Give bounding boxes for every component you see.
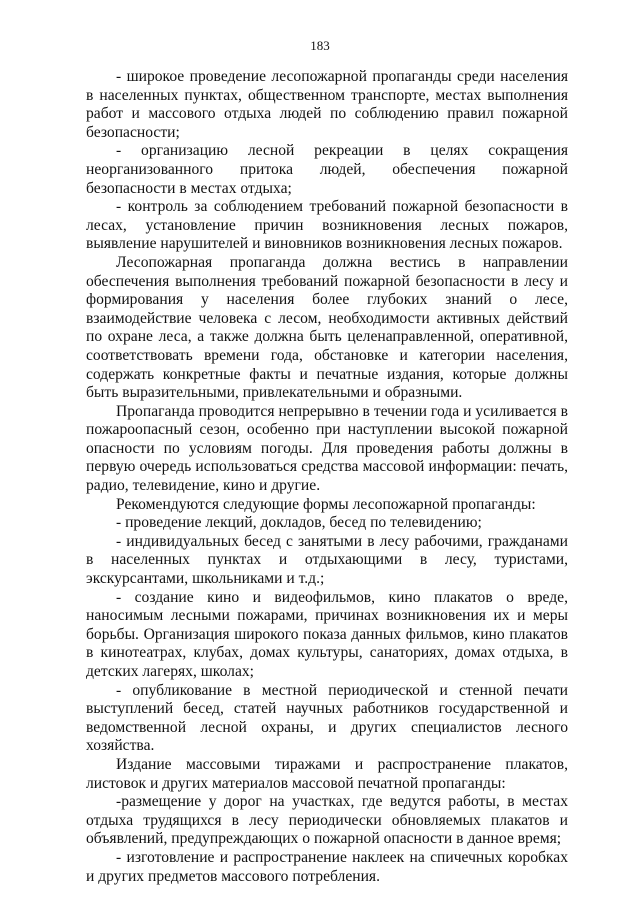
paragraph: - создание кино и видеофильмов, кино плакатов о вреде, наносимым лесными пожарами, причинах возникновения их и меры борьбы. Организация широкого показа данных фильмов, кино плакатов в кинотеатрах, клубах, домах культуры, санаториях, домах отдыха, в детских лагерях, школах; <box>86 588 568 680</box>
paragraph: -размещение у дорог на участках, где ведутся работы, в местах отдыха трудящихся в лесу периодически обновляемых плакатов и объявлений, предупреждающих о пожарной опасности в данное время; <box>86 793 568 848</box>
paragraph: Лесопожарная пропаганда должна вестись в направлении обеспечения выполнения требований пожарной безопасности в лесу и формирования у населения более глубоких знаний о лесе, взаимодействие человека с лесом, необходимости активных действий по охране леса, а также должна быть целенаправленной, оперативной, соответствовать времени года, обстановке и категории населения, содержать конкретные факты и печатные издания, которые должны быть выразительными, привлекательными и образными. <box>86 253 568 402</box>
paragraph: - организацию лесной рекреации в целях сокращения неорганизованного притока людей, обеспечения пожарной безопасности в местах отдыха; <box>86 142 568 197</box>
paragraph: - опубликование в местной периодической и стенной печати выступлений бесед, статей научных работников государственной и ведомственной лесной охраны, и других специалистов лесного хозяйства. <box>86 681 568 755</box>
paragraph: Рекомендуются следующие формы лесопожарной пропаганды: <box>116 495 536 513</box>
body-text <box>86 68 568 886</box>
paragraph: - контроль за соблюдением требований пожарной безопасности в лесах, установление причин возникновения лесных пожаров, выявление нарушителей и виновников возникновения лесных пожаров. <box>86 198 568 253</box>
paragraph: - индивидуальных бесед с занятыми в лесу рабочими, гражданами в населенных пунктах и отдыхающими в лесу, туристами, экскурсантами, школьниками и т.д.; <box>86 532 568 588</box>
page-number: 183 <box>310 38 330 53</box>
paragraph: - проведение лекций, докладов, бесед по телевидению; <box>116 514 482 532</box>
paragraph: Пропаганда проводится непрерывно в течении года и усиливается в пожароопасный сезон, особенно при наступлении высокой пожарной опасности по условиям погоды. Для проведения работы должны в первую очередь использоваться средства массовой информации: печать, радио, телевидение, кино и другие. <box>86 402 568 495</box>
paragraph: - широкое проведение лесопожарной пропаганды среди населения в населенных пунктах, общественном транспорте, местах выполнения работ и массового отдыха людей по соблюдению правил пожарной безопасности; <box>86 68 568 141</box>
paragraph: Издание массовыми тиражами и распространение плакатов, листовок и других материалов массовой печатной пропаганды: <box>86 755 568 792</box>
paragraph: - изготовление и распространение наклеек на спичечных коробках и других предметов массового потребления. <box>86 848 568 885</box>
